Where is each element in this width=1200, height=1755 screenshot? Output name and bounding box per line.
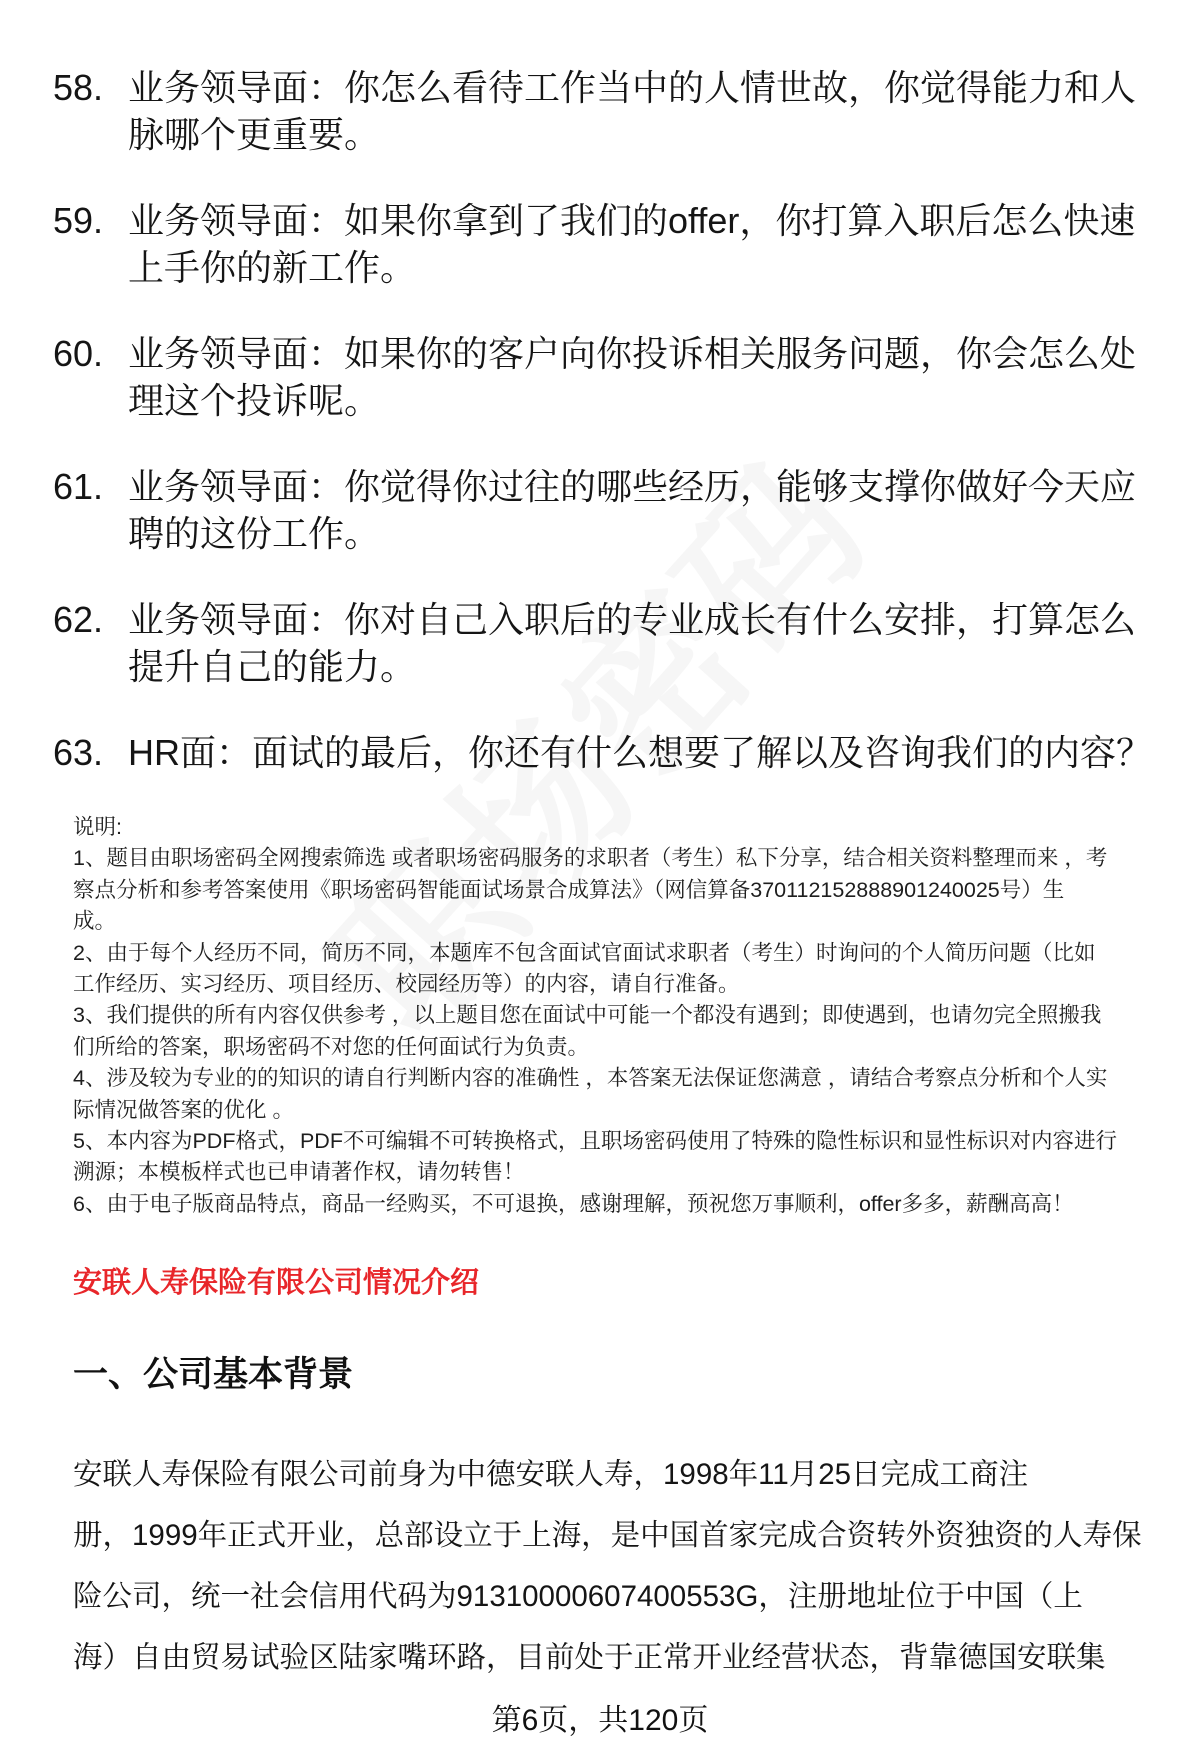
note-line: 察点分析和参考答案使用《职场密码智能面试场景合成算法》（网信算备370112152888901240025号）生 xyxy=(73,877,1065,902)
note-line: 际情况做答案的优化 。 xyxy=(73,1097,294,1122)
note-line: 6、由于电子版商品特点，商品一经购买，不可退换，感谢理解，预祝您万事顺利，offer多多，薪酬高高！ xyxy=(73,1191,1074,1216)
question-item xyxy=(0,463,1200,557)
notes-title: 说明: xyxy=(73,815,122,839)
question-line: 聘的这份工作。 xyxy=(128,513,381,554)
question-line: 上手你的新工作。 xyxy=(128,247,417,288)
note-line: 1、题目由职场密码全网搜索筛选 或者职场密码服务的求职者（考生）私下分享，结合相关资料整理而来 ，考 xyxy=(73,846,1108,871)
paragraph-line: 险公司，统一社会信用代码为91310000607400553G，注册地址位于中国（上 xyxy=(73,1580,1083,1613)
question-text xyxy=(128,64,1136,158)
question-number: 60. xyxy=(53,333,104,374)
question-text xyxy=(128,197,1135,291)
paragraph-line: 海）自由贸易试验区陆家嘴环路，目前处于正常开业经营状态，背靠德国安联集 xyxy=(73,1641,1106,1674)
question-item xyxy=(0,330,1200,424)
question-number: 62. xyxy=(53,599,104,640)
company-intro-title: 安联人寿保险有限公司情况介绍 xyxy=(73,1267,480,1299)
paragraph-line: 册，1999年正式开业，总部设立于上海，是中国首家完成合资转外资独资的人寿保 xyxy=(73,1519,1142,1552)
question-line: 业务领导面：如果你的客户向你投诉相关服务问题，你会怎么处 xyxy=(128,333,1137,374)
paragraph-line: 安联人寿保险有限公司前身为中德安联人寿，1998年11月25日完成工商注 xyxy=(73,1458,1029,1491)
note-line: 工作经历、实习经历、项目经历、校园经历等）的内容，请自行准备。 xyxy=(73,972,740,997)
question-number: 59. xyxy=(53,200,104,241)
body-paragraph xyxy=(73,1444,1173,1688)
question-line: HR面：面试的最后，你还有什么想要了解以及咨询我们的内容？ xyxy=(128,732,1152,773)
question-text xyxy=(128,729,1152,776)
question-item xyxy=(0,729,1200,776)
question-line: 理这个投诉呢。 xyxy=(128,380,381,421)
note-line: 5、本内容为PDF格式，PDF不可编辑不可转换格式，且职场密码使用了特殊的隐性标识和显性标识对内容进行 xyxy=(73,1129,1117,1154)
question-item xyxy=(0,596,1200,690)
note-line: 溯源；本模板样式也已申请著作权，请勿转售！ xyxy=(73,1160,525,1185)
question-text xyxy=(128,596,1136,690)
notes-block xyxy=(73,812,1183,1220)
note-line: 们所给的答案，职场密码不对您的任何面试行为负责。 xyxy=(73,1034,590,1059)
question-line: 脉哪个更重要。 xyxy=(128,114,381,155)
page-footer: 第6页，共120页 xyxy=(491,1704,709,1737)
question-line: 业务领导面：如果你拿到了我们的offer，你打算入职后怎么快速 xyxy=(128,200,1136,241)
question-item xyxy=(0,64,1200,158)
note-line: 2、由于每个人经历不同，简历不同，本题库不包含面试官面试求职者（考生）时询问的个人简历问题（比如 xyxy=(73,940,1096,965)
question-number: 61. xyxy=(53,466,104,507)
question-number: 63. xyxy=(53,732,104,773)
note-line: 4、涉及较为专业的的知识的请自行判断内容的准确性 ，本答案无法保证您满意 ，请结合考察点分析和个人实 xyxy=(73,1066,1108,1091)
question-line: 业务领导面：你怎么看待工作当中的人情世故，你觉得能力和人 xyxy=(128,67,1137,108)
note-line: 3、我们提供的所有内容仅供参考 ，以上题目您在面试中可能一个都没有遇到；即使遇到，也请勿完全照搬我 xyxy=(73,1003,1102,1028)
section-heading: 一、公司基本背景 xyxy=(73,1355,354,1394)
question-line: 提升自己的能力。 xyxy=(128,646,417,687)
question-line: 业务领导面：你觉得你过往的哪些经历，能够支撑你做好今天应 xyxy=(128,466,1137,507)
question-text xyxy=(128,463,1136,557)
question-item xyxy=(0,197,1200,291)
question-number: 58. xyxy=(53,67,104,108)
question-line: 业务领导面：你对自己入职后的专业成长有什么安排，打算怎么 xyxy=(128,599,1137,640)
note-line: 成。 xyxy=(73,909,117,934)
question-list xyxy=(0,64,1200,815)
question-text xyxy=(128,330,1136,424)
